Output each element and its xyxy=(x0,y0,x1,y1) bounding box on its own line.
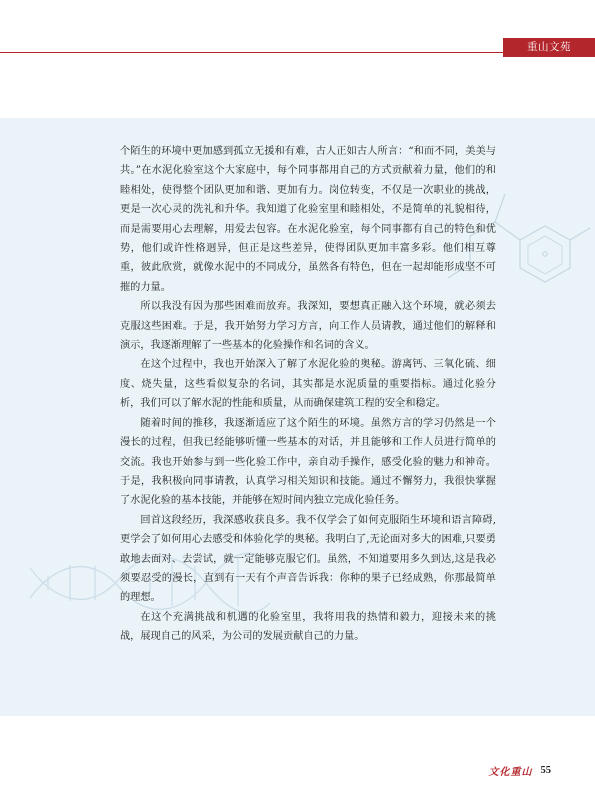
article-paragraph: 随着时间的推移，我逐渐适应了这个陌生的环境。虽然方言的学习仍然是一个漫长的过程，但我已经能够听懂一些基本的对话，并且能够和工作人员进行简单的交流。我也开始参与到一些化验工作中，亲自动手操作，感受化验的魅力和神奇。于是，我积极向同事请教，认真学习相关知识和技能。通过不懈努力，我很快掌握了水泥化验的基本技能，并能够在短时间内独立完成化验任务。 xyxy=(120,417,496,507)
article-paragraph: 在这个过程中，我也开始深入了解了水泥化验的奥秘。游离钙、三氧化硫、细度、烧失量，这些看似复杂的名词，其实都是水泥质量的重要指标。通过化验分析，我们可以了解水泥的性能和质量，从而确保建筑工程的安全和稳定。 xyxy=(120,359,496,410)
article-body xyxy=(120,142,496,647)
page-header-area xyxy=(0,0,595,118)
content-panel xyxy=(0,118,595,716)
article-paragraph: 所以我没有因为那些困难而放弃。我深知，要想真正融入这个环境，就必须去克服这些困难。于是，我开始努力学习方言，向工作人员请教，通过他们的解释和演示，我逐渐理解了一些基本的化验操作和名词的含义。 xyxy=(120,301,496,352)
footer-brand-logo: 文化重山 xyxy=(488,766,533,778)
article-paragraph-continuation: 个陌生的环境中更加感到孤立无援和有难，古人正如古人所言：“和而不同，美美与共。”在水泥化验室这个大家庭中，每个同事都用自己的方式贡献着力量，他们的和睦相处，使得整个团队更加和谐、更加有力。岗位转变，不仅是一次职业的挑战，更是一次心灵的洗礼和升华。我知道了化验室里和睦相处，不是简单的礼貌相待，而是需要用心去理解，用爱去包容。在水泥化验室，每个同事都有自己的特色和优势，他们或许性格迥异，但正是这些差异，使得团队更加丰富多彩。他们相互尊重，彼此欣赏，就像水泥中的不同成分，虽然各有特色，但在一起却能形成坚不可摧的力量。 xyxy=(120,146,496,293)
page-number: 55 xyxy=(540,764,551,776)
page-footer xyxy=(489,762,552,778)
section-tag: 重山文苑 xyxy=(503,38,595,57)
article-paragraph: 在这个充满挑战和机遇的化验室里，我将用我的热情和毅力，迎接未来的挑战，展现自己的风采，为公司的发展贡献自己的力量。 xyxy=(120,611,496,643)
article-paragraph: 回首这段经历，我深感收获良多。我不仅学会了如何克服陌生环境和语言障碍,更学会了如何用心去感受和体验化学的奥秘。我明白了,无论面对多大的困难,只要勇敢地去面对、去尝试，就一定能够克服它们。虽然，不知道要用多久到达,这是我必须要忍受的漫长，直到有一天有个声音告诉我：你种的果子已经成熟，你那最简单的理想。 xyxy=(120,514,496,604)
